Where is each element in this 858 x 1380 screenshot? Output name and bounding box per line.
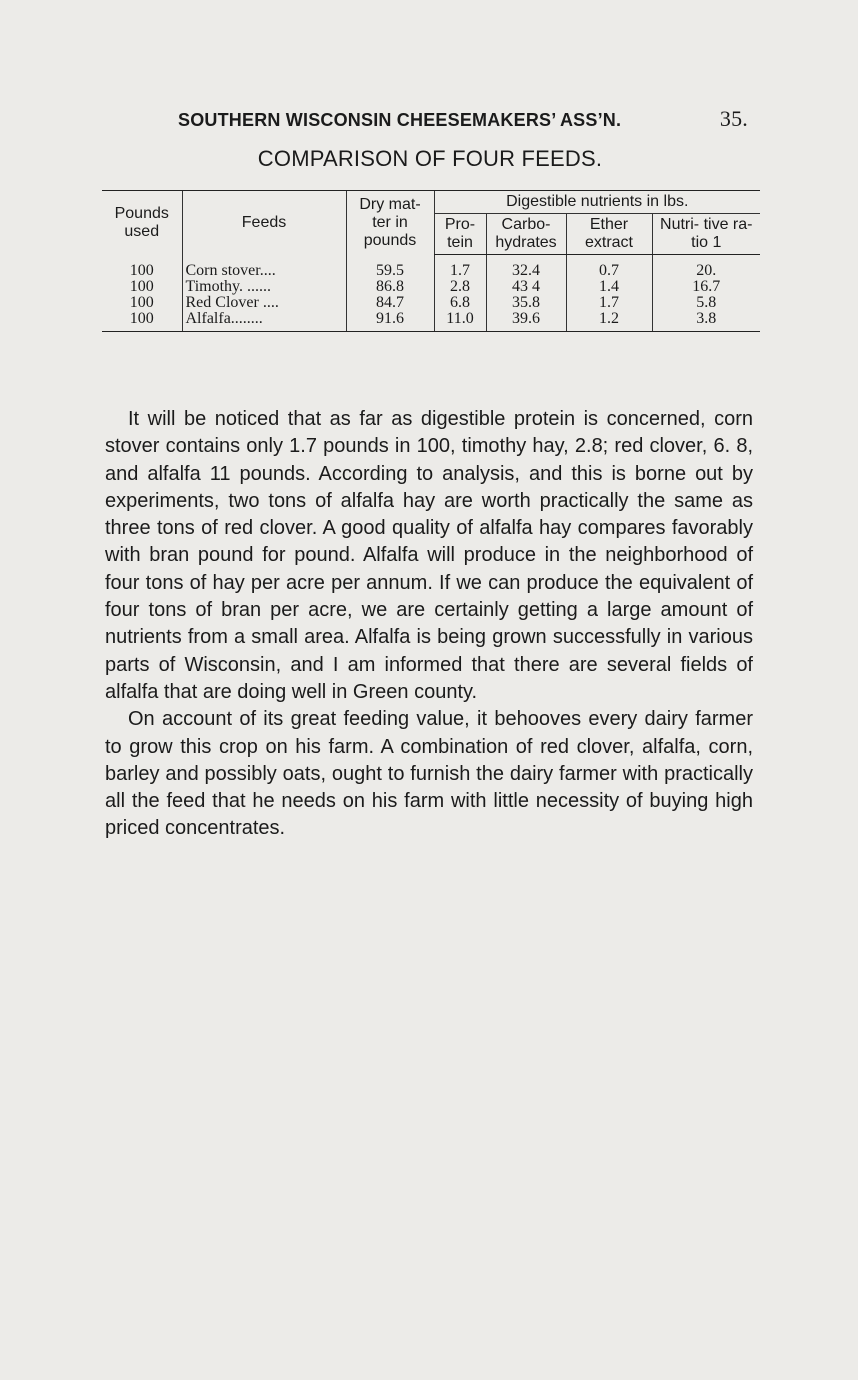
header-carbohydrates: Carbo- hydrates <box>486 214 566 255</box>
cell-dry-matter: 59.5 <box>346 255 434 280</box>
cell-feed: Alfalfa........ <box>182 311 346 332</box>
header-pounds-used: Pounds used <box>102 191 182 255</box>
cell-protein: 1.7 <box>434 255 486 280</box>
table-row <box>102 311 760 332</box>
body-text <box>105 406 753 843</box>
cell-protein: 2.8 <box>434 279 486 295</box>
header-protein: Pro- tein <box>434 214 486 255</box>
cell-ether-extract: 1.4 <box>566 279 652 295</box>
cell-carbohydrates: 35.8 <box>486 295 566 311</box>
paragraph: It will be noticed that as far as digestible protein is concerned, corn stover contains only 1.7 pounds in 100, timothy hay, 2.8; red clover, 6. 8, and alfalfa 11 pounds. According to analysis, and this is borne out by experiments, two tons of alfalfa hay are worth practically the same as three tons of red clover. A good quality of alfalfa hay compares favorably with bran pound for pound. Alfalfa will produce in the neighborhood of four tons of hay per acre per annum. If we can produce the equivalent of four tons of bran per acre, we are certainly getting a large amount of nutrients from a small area. Alfalfa is being grown successfully in various parts of Wisconsin, and I am informed that there are several fields of alfalfa that are doing well in Green county. <box>105 408 753 703</box>
table-title: COMPARISON OF FOUR FEEDS. <box>257 146 603 171</box>
table-row <box>102 279 760 295</box>
cell-feed: Corn stover.... <box>182 255 346 280</box>
cell-pounds: 100 <box>129 278 154 295</box>
cell-pounds: 100 <box>102 311 182 332</box>
header-nutritive-ratio: Nutri- tive ra- tio 1 <box>652 214 760 255</box>
cell-feed: Timothy. ...... <box>182 279 346 295</box>
cell-carbohydrates: 32.4 <box>486 255 566 280</box>
cell-nutritive-ratio: 20. <box>652 255 760 280</box>
cell-dry-matter: 84.7 <box>346 295 434 311</box>
header-feeds: Feeds <box>182 191 346 255</box>
cell-ether-extract: 0.7 <box>566 255 652 280</box>
page-header <box>178 106 748 132</box>
cell-protein: 11.0 <box>434 311 486 332</box>
header-dry-matter: Dry mat- ter in pounds <box>346 191 434 255</box>
cell-pounds: 100 <box>129 261 154 279</box>
cell-ether-extract: 1.7 <box>566 295 652 311</box>
feeds-table <box>102 190 760 332</box>
cell-nutritive-ratio: 3.8 <box>652 311 760 332</box>
cell-protein: 6.8 <box>434 295 486 311</box>
cell-dry-matter: 91.6 <box>346 311 434 332</box>
header-ether-extract: Ether extract <box>566 214 652 255</box>
header-digestible-nutrients: Digestible nutrients in lbs. <box>434 191 760 214</box>
cell-carbohydrates: 43 4 <box>486 279 566 295</box>
table-row <box>102 295 760 311</box>
cell-nutritive-ratio: 5.8 <box>652 295 760 311</box>
cell-dry-matter: 86.8 <box>346 279 434 295</box>
table-row <box>102 255 760 280</box>
cell-ether-extract: 1.2 <box>566 311 652 332</box>
cell-carbohydrates: 39.6 <box>486 311 566 332</box>
cell-pounds: 100 <box>129 294 154 311</box>
cell-nutritive-ratio: 16.7 <box>652 279 760 295</box>
cell-feed: Red Clover .... <box>182 295 346 311</box>
running-title: SOUTHERN WISCONSIN CHEESEMAKERS’ ASS’N. <box>178 110 622 130</box>
paragraph: On account of its great feeding value, it behooves every dairy farmer to grow this crop on his farm. A combination of red clover, alfalfa, corn, barley and possibly oats, ought to furnish the dairy farmer with practically all the feed that he needs on his farm with little necessity of buying high priced concentrates. <box>105 708 753 840</box>
page-number: 35. <box>719 106 748 131</box>
